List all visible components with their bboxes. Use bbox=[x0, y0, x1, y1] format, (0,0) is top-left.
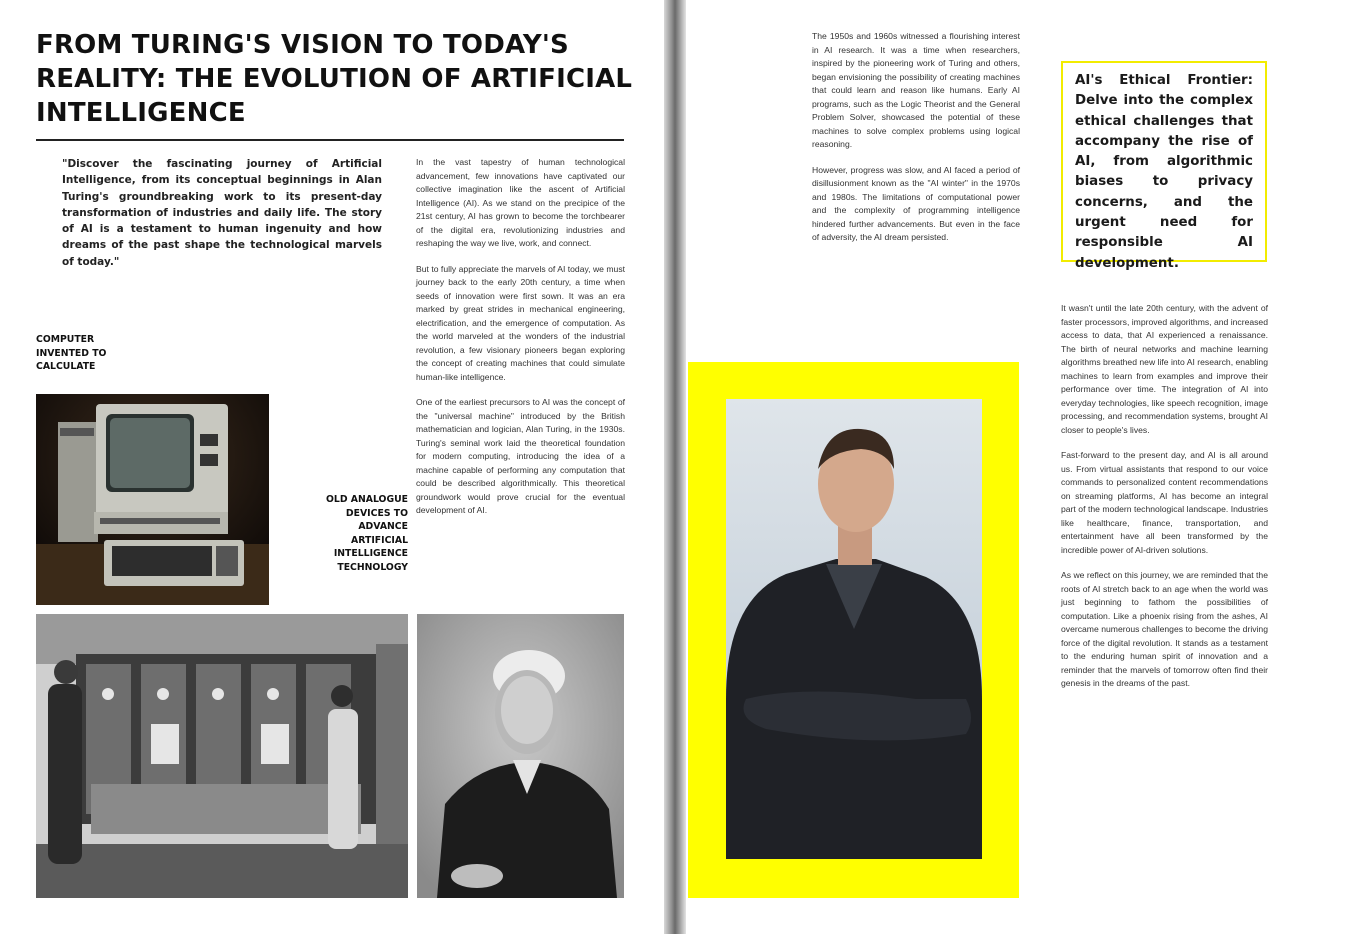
body-paragraph: One of the earliest precursors to AI was the concept of the "universal machine" introduced by the British mathematician and logician, Alan Turing, in the 1930s. Turing's seminal work laid the theoretical foundation for modern computing, introducing the idea of a machine capable of performing any computation that could be described algorithmically. This theoretical groundwork would prove crucial for the eventual development of AI. bbox=[416, 397, 625, 515]
body-paragraph: As we reflect on this journey, we are reminded that the roots of AI stretch back to an age when the world was just beginning to fathom the possibilities of computation. Like a phoenix rising from the ashes, AI overcame numerous challenges to become the driving force of the digital revolution. It stands as a testament to the enduring human spirit of innovation and a reminder that the marvels of tomorrow often find their genesis in the dreams of the past. bbox=[1061, 570, 1268, 688]
headline-rule bbox=[36, 139, 624, 141]
ethical-frontier-sidebar bbox=[1061, 61, 1267, 271]
body-paragraph: Fast-forward to the present day, and AI is all around us. From virtual assistants that respond to our voice commands to personalized content recommendations on streaming platforms, AI has become an integral part of the modern technological landscape. Industries like healthcare, finance, transportation, and entertainment have all been transformed by the incredible power of AI-driven solutions. bbox=[1061, 450, 1268, 555]
sidebar-text: AI's Ethical Frontier: Delve into the complex ethical challenges that accompany the rise of AI, from algorithmic biases to privacy concerns, and the urgent need for responsible AI development. bbox=[1075, 73, 1253, 271]
eniac-operators-photo bbox=[36, 614, 408, 898]
body-paragraph: It wasn't until the late 20th century, with the advent of faster processors, improved algorithms, and increased access to data, that AI experienced a renaissance. The birth of neural networks and machine learning algorithms breathed new life into AI research, enabling machines to learn from examples and improve their performance over time. The integration of AI into everyday technologies, like speech recognition, image processing, and recommendation systems, brought AI closer to people's lives. bbox=[1061, 303, 1268, 435]
body-paragraph: The 1950s and 1960s witnessed a flourishing interest in AI research. It was a time when researchers, inspired by the pioneering work of Turing and others, began envisioning the possibility of creating machines that could learn and reason like humans. Early AI programs, such as the Logic Theorist and the General Problem Solver, showcased the potential of these machines to solve complex problems using logical reasoning. bbox=[812, 31, 1020, 149]
middle-body-column bbox=[812, 30, 1020, 257]
caption-devices: OLD ANALOGUE DEVICES TO ADVANCE ARTIFICIAL INTELLIGENCE TECHNOLOGY bbox=[326, 494, 408, 573]
man-crossed-arms-photo bbox=[726, 399, 982, 859]
spread-gutter bbox=[664, 0, 686, 934]
pull-quote: "Discover the fascinating journey of Artificial Intelligence, from its conceptual beginnings in Alan Turing's groundbreaking work to its present-day transformation of industries and daily life. The story of AI is a testament to human ingenuity and how dreams of the past shape the technological marvels of today." bbox=[62, 158, 382, 268]
caption-computer: COMPUTER INVENTED TO CALCULATE bbox=[36, 334, 107, 372]
body-paragraph: However, progress was slow, and AI faced a period of disillusionment known as the "AI winter" in the 1970s and 1980s. The limitations of computational power and the complexity of programming intelligence hindered further advancements. But even in the face of adversity, the AI dream persisted. bbox=[812, 164, 1020, 242]
victorian-portrait-photo bbox=[417, 614, 624, 898]
left-page bbox=[0, 0, 664, 934]
left-body-column bbox=[416, 156, 625, 530]
right-body-column bbox=[1061, 302, 1268, 703]
headline: FROM TURING'S VISION TO TODAY'S REALITY: THE EVOLUTION OF ARTIFICIAL INTELLIGENCE bbox=[36, 30, 633, 128]
body-paragraph: But to fully appreciate the marvels of AI today, we must journey back to the early 20th century, a time when seeds of innovation were first sown. It was an era marked by great strides in mechanical engineering, electrification, and the emergence of computation. As the world marveled at the wonders of the industrial revolution, a few visionary pioneers began exploring the concept of creating machines that could simulate human-like intelligence. bbox=[416, 263, 625, 382]
vintage-computer-photo bbox=[36, 394, 269, 605]
body-paragraph: In the vast tapestry of human technological advancement, few innovations have captivated our collective imagination like the ascent of Artificial Intelligence (AI). As we stand on the precipice of the 21st century, AI has grown to become the torchbearer of the digital era, revolutionizing industries and reshaping the way we live, work, and connect. bbox=[416, 157, 625, 248]
